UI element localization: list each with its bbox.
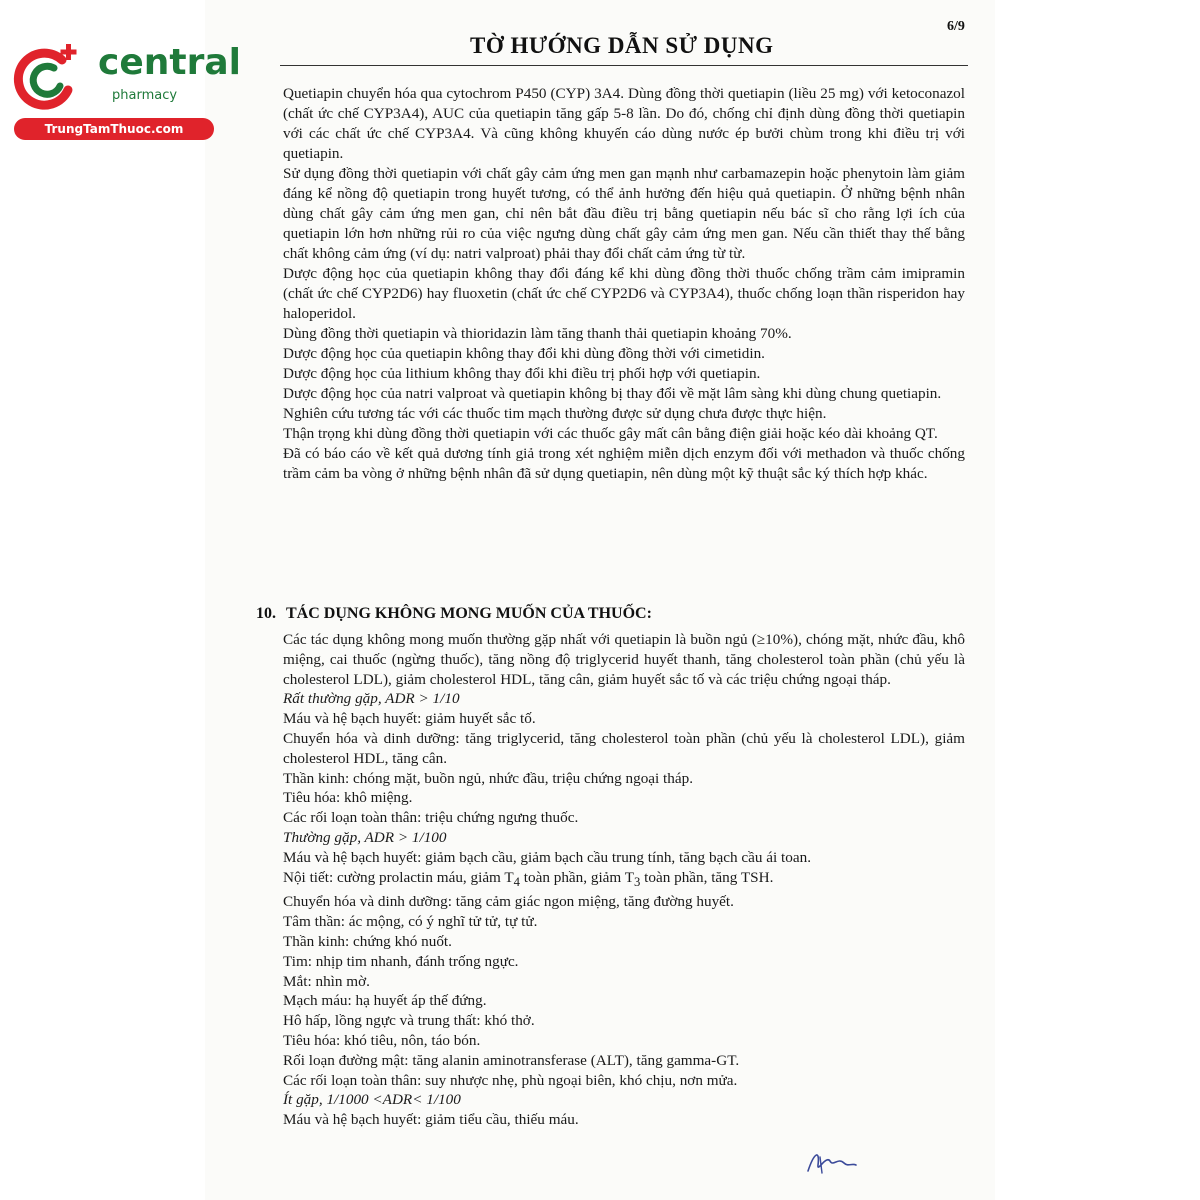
paragraph: Dược động học của natri valproat và quetiapin không bị thay đổi về mặt lâm sàng khi dùng chung quetiapin. [283, 385, 942, 402]
endocrine-text: toàn phần, tăng TSH. [640, 868, 774, 886]
list-item-endocrine [283, 868, 965, 893]
endocrine-text: Nội tiết: cường prolactin máu, giảm T [283, 868, 514, 886]
page-number: 6/9 [947, 19, 965, 34]
paragraph: Nghiên cứu tương tác với các thuốc tim mạch thường được sử dụng chưa được thực hiện. [283, 405, 827, 422]
section-summary: Các tác dụng không mong muốn thường gặp nhất với quetiapin là buồn ngủ (≥10%), chóng mặt, nhức đầu, khô miệng, cai thuốc (ngừng thuốc), tăng nồng độ triglycerid huyết thanh, tăng cholesterol toàn phần (chủ yếu là cholesterol LDL), giảm cholesterol HDL, tăng cân, giảm huyết sắc tố và các triệu chứng ngoại tháp. [283, 631, 965, 688]
title-divider [280, 65, 968, 66]
interactions-text [283, 84, 965, 484]
logo-sub-text: pharmacy [112, 88, 178, 103]
list-item: Mắt: nhìn mờ. [283, 972, 370, 990]
list-item: Tiêu hóa: khó tiêu, nôn, táo bón. [283, 1031, 481, 1049]
pharmacy-cross-logo-icon [10, 38, 90, 118]
document-title: TỜ HƯỚNG DẪN SỬ DỤNG [470, 33, 774, 58]
paragraph: Quetiapin chuyển hóa qua cytochrom P450 (CYP) 3A4. Dùng đồng thời quetiapin (liều 25 mg) với ketoconazol (chất ức chế CYP3A4), AUC của quetiapin tăng gấp 5-8 lần. Do đó, chống chỉ định dùng đồng thời quetiapin với các chất ức chế CYP3A4. Và cũng không khuyến cáo dùng nước ép bưởi chùm trong khi điều trị với quetiapin. [283, 85, 965, 162]
central-pharmacy-logo [10, 38, 241, 138]
logo-brand-text: central [98, 42, 241, 83]
section-number: 10. [256, 605, 276, 622]
section-10-heading [256, 605, 652, 623]
adverse-effects-text [283, 630, 965, 1130]
list-item: Chuyển hóa và dinh dưỡng: tăng triglycerid, tăng cholesterol toàn phần (chủ yếu là cholesterol LDL), giảm cholesterol HDL, tăng cân. [283, 729, 965, 767]
paragraph: Thận trọng khi dùng đồng thời quetiapin với các thuốc gây mất cân bằng điện giải hoặc kéo dài khoảng QT. [283, 425, 938, 442]
list-item: Thần kinh: chóng mặt, buồn ngủ, nhức đầu, triệu chứng ngoại tháp. [283, 769, 693, 787]
list-item: Máu và hệ bạch huyết: giảm huyết sắc tố. [283, 710, 536, 728]
list-item: Tiêu hóa: khô miệng. [283, 789, 413, 807]
list-item: Tim: nhịp tim nhanh, đánh trống ngực. [283, 952, 519, 970]
endocrine-text: toàn phần, giảm T [520, 868, 635, 886]
paragraph: Dược động học của quetiapin không thay đổi đáng kể khi dùng đồng thời thuốc chống trầm cảm imipramin (chất ức chế CYP2D6) hay fluoxetin (chất ức chế CYP2D6 và CYP3A4), thuốc chống loạn thần risperidon hay haloperidol. [283, 265, 965, 322]
list-item: Máu và hệ bạch huyết: giảm tiểu cầu, thiếu máu. [283, 1111, 579, 1129]
list-item: Chuyển hóa và dinh dưỡng: tăng cảm giác ngon miệng, tăng đường huyết. [283, 893, 734, 911]
list-item: Rối loạn đường mật: tăng alanin aminotransferase (ALT), tăng gamma-GT. [283, 1051, 740, 1069]
paragraph: Sử dụng đồng thời quetiapin với chất gây cảm ứng men gan mạnh như carbamazepin hoặc phenytoin làm giảm đáng kể nồng độ quetiapin trong huyết tương, có thể ảnh hưởng đến hiệu quả quetiapin. Ở những bệnh nhân dùng chất gây cảm ứng men gan, chỉ nên bắt đầu điều trị bằng quetiapin nếu bác sĩ cho rằng lợi ích của quetiapin lớn hơn những rủi ro của việc ngưng dùng chất gây cảm ứng men gan. Nếu cần thiết thay thế bằng chất không cảm ứng (ví dụ: natri valproat) phải thay đổi chất cảm ứng từ từ. [283, 165, 965, 262]
list-item: Tâm thần: ác mộng, có ý nghĩ tử tử, tự tử. [283, 913, 538, 931]
signature-mark [800, 1143, 860, 1179]
frequency-heading-common: Thường gặp, ADR > 1/100 [283, 828, 447, 846]
list-item: Hô hấp, lồng ngực và trung thất: khó thở. [283, 1012, 535, 1030]
list-item: Thần kinh: chứng khó nuốt. [283, 932, 452, 950]
paragraph: Dược động học của quetiapin không thay đổi khi dùng đồng thời với cimetidin. [283, 345, 765, 362]
section-title: TÁC DỤNG KHÔNG MONG MUỐN CỦA THUỐC: [286, 605, 652, 622]
list-item: Mạch máu: hạ huyết áp thế đứng. [283, 992, 487, 1010]
frequency-heading-uncommon: Ít gặp, 1/1000 <ADR< 1/100 [283, 1091, 461, 1109]
list-item: Các rối loạn toàn thân: triệu chứng ngưng thuốc. [283, 809, 579, 827]
frequency-heading-very-common: Rất thường gặp, ADR > 1/10 [283, 690, 460, 708]
list-item: Các rối loạn toàn thân: suy nhược nhẹ, phù ngoại biên, khó chịu, nơn mửa. [283, 1071, 738, 1089]
subscript: 3 [634, 874, 641, 889]
logo-url-badge: TrungTamThuoc.com [14, 118, 214, 140]
paragraph: Dùng đồng thời quetiapin và thioridazin làm tăng thanh thải quetiapin khoảng 70%. [283, 325, 792, 342]
list-item: Máu và hệ bạch huyết: giảm bạch cầu, giảm bạch cầu trung tính, tăng bạch cầu ái toan. [283, 848, 811, 866]
paragraph: Dược động học của lithium không thay đổi khi điều trị phối hợp với quetiapin. [283, 365, 761, 382]
paragraph: Đã có báo cáo về kết quả dương tính giả trong xét nghiệm miễn dịch enzym đối với methadon và thuốc chống trầm cảm ba vòng ở những bệnh nhân đã sử dụng quetiapin, nên dùng một kỹ thuật sắc ký thích hợp khác. [283, 445, 965, 482]
subscript: 4 [513, 874, 520, 889]
